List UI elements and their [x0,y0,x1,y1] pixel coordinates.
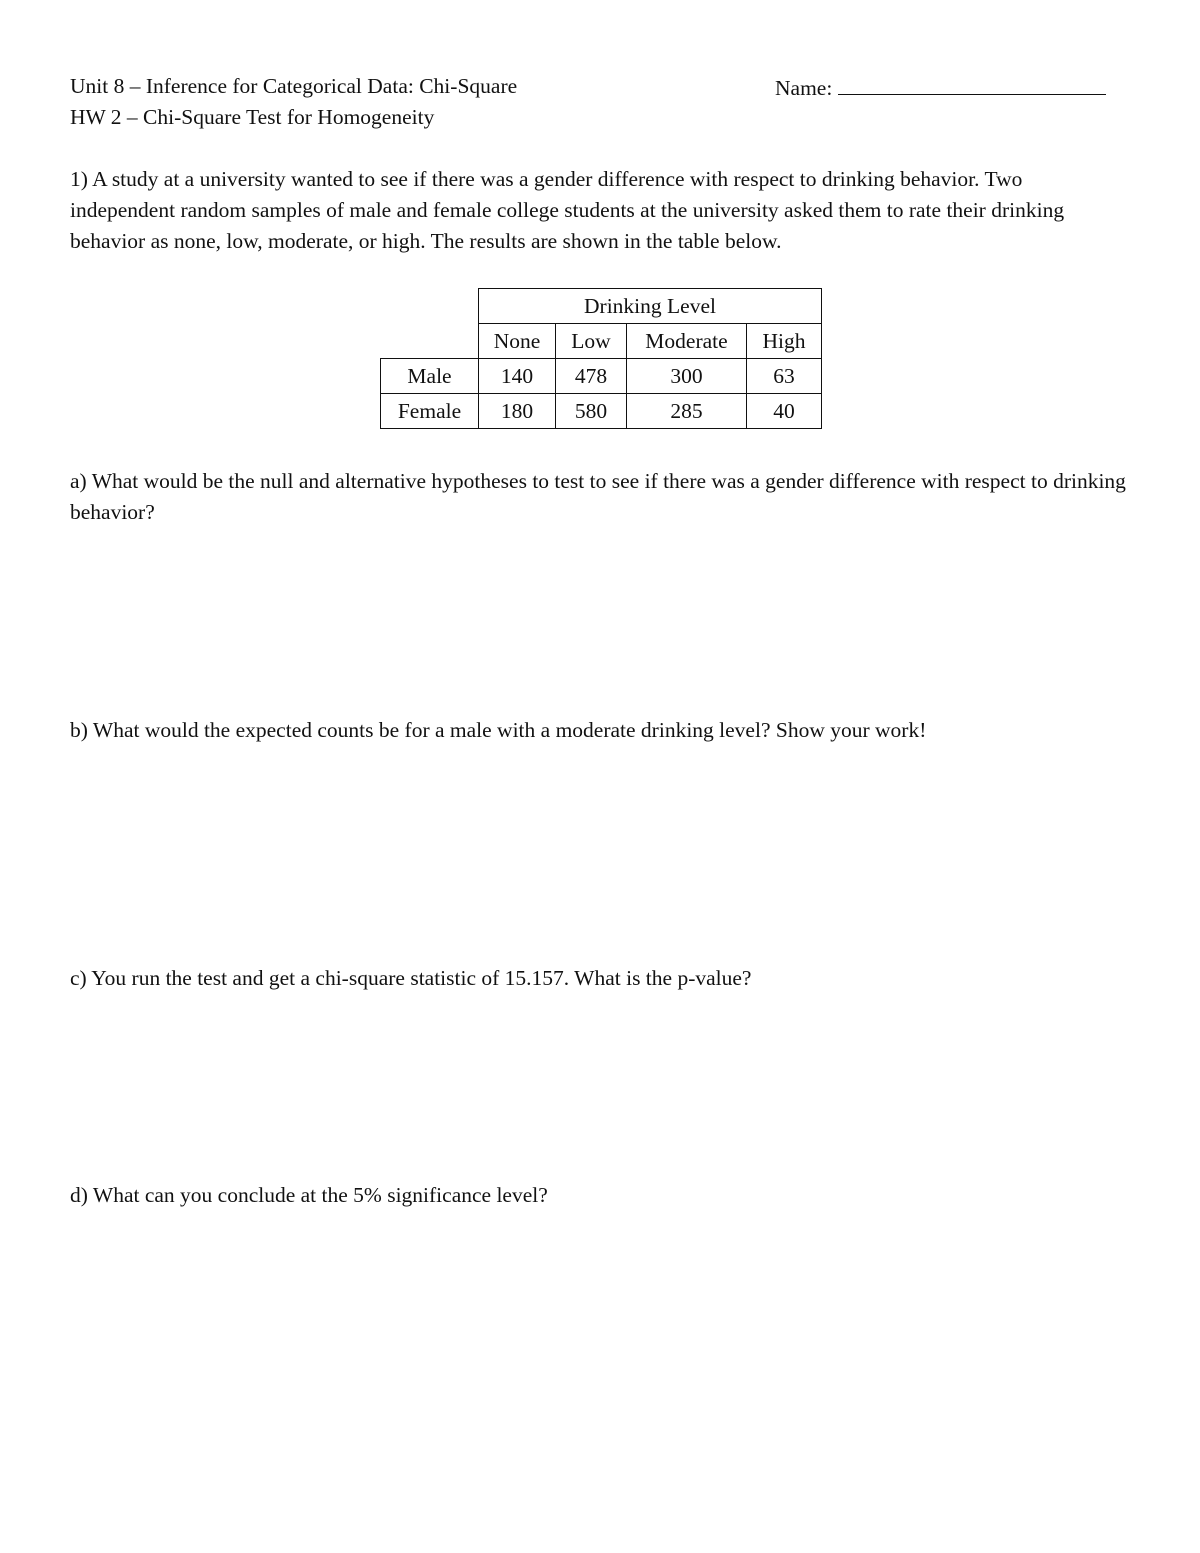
homework-title: HW 2 – Chi-Square Test for Homogeneity [70,105,435,129]
table-row [381,394,822,429]
table-corner-blank [381,324,479,359]
drinking-level-table [380,288,822,429]
table-cell: 180 [479,394,556,429]
table-cell: 478 [556,359,627,394]
table-cell: 63 [747,359,822,394]
column-header-high: High [747,324,822,359]
table-cell: 140 [479,359,556,394]
table-cell: 285 [627,394,747,429]
question-1-intro: 1) A study at a university wanted to see if there was a gender difference with respect to drinking behavior. Two independent random samples of male and female college students at the university asked them to rate their drinking behavior as none, low, moderate, or high. The results are shown in the table below. [70,167,1065,253]
table-cell: 300 [627,359,747,394]
table-row [381,359,822,394]
table-cell: 580 [556,394,627,429]
table-corner-blank [381,289,479,324]
table-group-header: Drinking Level [479,289,822,324]
unit-title: Unit 8 – Inference for Categorical Data: Chi-Square [70,74,518,98]
table-column-header-row [381,324,822,359]
table-cell: 40 [747,394,822,429]
column-header-moderate: Moderate [627,324,747,359]
row-label-male: Male [381,359,479,394]
column-header-low: Low [556,324,627,359]
column-header-none: None [479,324,556,359]
part-b-question: b) What would the expected counts be for a male with a moderate drinking level? Show your work! [70,718,927,742]
row-label-female: Female [381,394,479,429]
name-label: Name: [775,76,833,100]
name-field[interactable] [775,74,1106,101]
part-c-question: c) You run the test and get a chi-square statistic of 15.157. What is the p-value? [70,966,752,990]
name-blank-line[interactable] [838,74,1106,95]
table-group-header-row [381,289,822,324]
part-d-question: d) What can you conclude at the 5% significance level? [70,1183,548,1207]
part-a-question: a) What would be the null and alternative hypotheses to test to see if there was a gender difference with respect to drinking behavior? [70,469,1126,524]
